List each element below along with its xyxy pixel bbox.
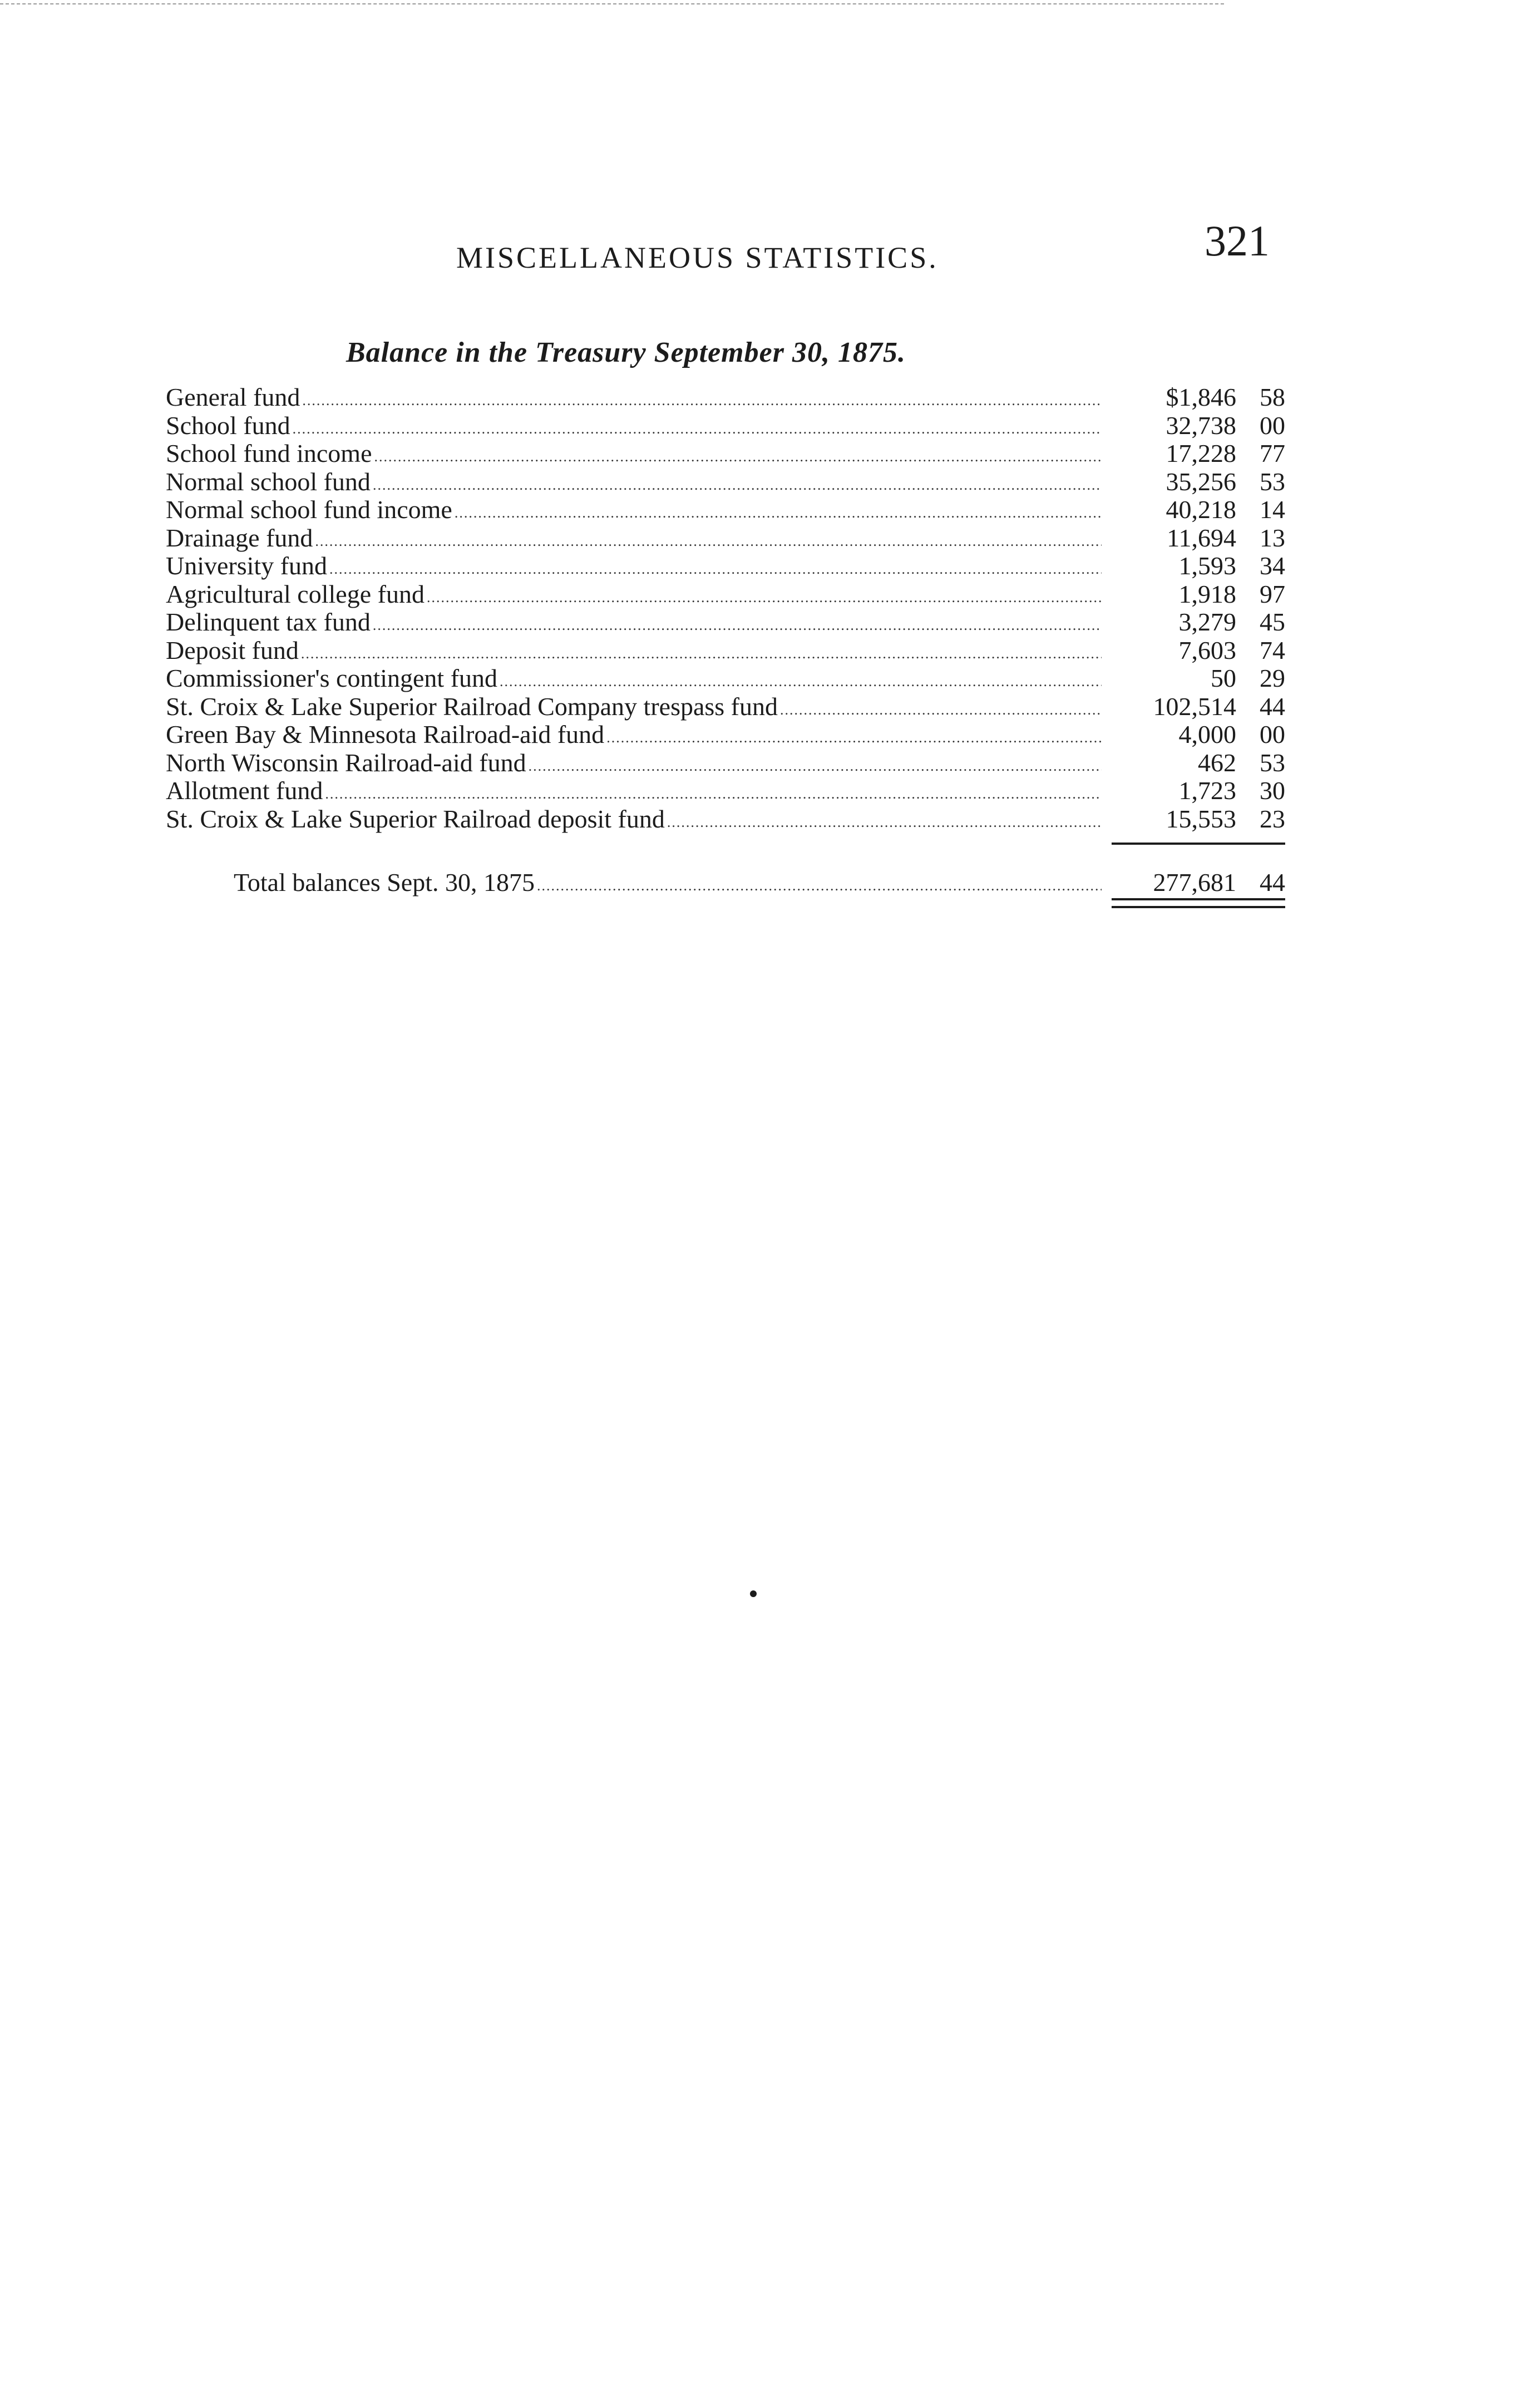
fund-cents: 44 (1260, 692, 1285, 721)
table-row (166, 580, 1285, 609)
fund-dollars: 50 (1211, 664, 1236, 692)
fund-label: School fund (166, 411, 290, 440)
fund-cents: 74 (1260, 636, 1285, 664)
leader-dots (373, 614, 1102, 637)
fund-amount (1102, 580, 1285, 609)
total-double-rule (1112, 898, 1285, 908)
fund-label: North Wisconsin Railroad-aid fund (166, 748, 526, 777)
fund-amount (1102, 720, 1285, 749)
leader-dots (373, 474, 1102, 496)
fund-cents: 13 (1260, 524, 1285, 552)
fund-cents: 23 (1260, 805, 1285, 833)
table-row (166, 495, 1285, 524)
leader-dots (537, 875, 1102, 897)
fund-dollars: 35,256 (1166, 467, 1236, 496)
table-row (166, 805, 1285, 834)
leader-dots (500, 671, 1102, 693)
leader-dots (780, 699, 1102, 721)
table-row (166, 383, 1285, 412)
page-speck (750, 1590, 757, 1597)
leader-dots (325, 783, 1102, 805)
fund-label: Allotment fund (166, 776, 323, 805)
fund-cents: 45 (1260, 608, 1285, 636)
fund-dollars: 4,000 (1178, 720, 1236, 748)
fund-label: St. Croix & Lake Superior Railroad deposit fund (166, 805, 665, 833)
fund-dollars: $1,846 (1166, 383, 1236, 411)
table-row (166, 720, 1285, 749)
fund-label: Agricultural college fund (166, 580, 425, 608)
fund-cents: 58 (1260, 383, 1285, 411)
fund-dollars: 15,553 (1166, 805, 1236, 833)
total-row (234, 868, 1285, 897)
leader-dots (455, 502, 1102, 524)
fund-cents: 29 (1260, 664, 1285, 692)
fund-label: Drainage fund (166, 524, 313, 552)
leader-dots (293, 418, 1102, 440)
fund-dollars: 32,738 (1166, 411, 1236, 440)
fund-dollars: 462 (1198, 748, 1236, 777)
fund-amount (1102, 748, 1285, 777)
fund-label: Delinquent tax fund (166, 608, 371, 636)
fund-amount (1102, 776, 1285, 805)
fund-label: Deposit fund (166, 636, 299, 664)
fund-cents: 77 (1260, 439, 1285, 467)
fund-label: General fund (166, 383, 300, 411)
leader-dots (301, 643, 1102, 665)
leader-dots (374, 446, 1102, 468)
leader-dots (667, 811, 1102, 834)
fund-label: St. Croix & Lake Superior Railroad Company trespass fund (166, 692, 778, 721)
leader-dots (606, 727, 1102, 749)
table-row (166, 692, 1285, 721)
table-row (166, 524, 1285, 553)
fund-amount (1102, 608, 1285, 637)
sum-rule (1112, 843, 1285, 845)
fund-amount (1102, 805, 1285, 834)
fund-dollars: 11,694 (1167, 524, 1236, 552)
running-header: MISCELLANEOUS STATISTICS. (456, 241, 939, 274)
fund-amount (1102, 551, 1285, 580)
fund-amount (1102, 636, 1285, 665)
fund-label: School fund income (166, 439, 372, 467)
leader-dots (529, 755, 1102, 777)
fund-dollars: 40,218 (1166, 495, 1236, 524)
table-row (166, 664, 1285, 693)
table-row (166, 748, 1285, 777)
total-label: Total balances Sept. 30, 1875 (234, 868, 535, 896)
fund-label: Commissioner's contingent fund (166, 664, 498, 692)
table-row (166, 439, 1285, 468)
table-title: Balance in the Treasury September 30, 1875. (346, 337, 906, 368)
fund-dollars: 1,723 (1178, 776, 1236, 805)
page-top-edge (0, 3, 1224, 4)
fund-amount (1102, 495, 1285, 524)
fund-amount (1102, 383, 1285, 412)
fund-cents: 00 (1260, 411, 1285, 440)
table-row (166, 776, 1285, 805)
fund-cents: 53 (1260, 467, 1285, 496)
table-row (166, 467, 1285, 496)
fund-dollars: 3,279 (1178, 608, 1236, 636)
fund-cents: 97 (1260, 580, 1285, 608)
fund-dollars: 1,593 (1178, 551, 1236, 580)
fund-cents: 30 (1260, 776, 1285, 805)
fund-cents: 34 (1260, 551, 1285, 580)
table-row (166, 636, 1285, 665)
fund-amount (1102, 467, 1285, 496)
total-dollars: 277,681 (1153, 868, 1236, 896)
table-row (166, 551, 1285, 580)
page-number: 321 (1205, 216, 1270, 265)
fund-amount (1102, 692, 1285, 721)
fund-label: Normal school fund (166, 467, 371, 496)
fund-label: University fund (166, 551, 328, 580)
fund-dollars: 7,603 (1178, 636, 1236, 664)
fund-amount (1102, 411, 1285, 440)
fund-cents: 00 (1260, 720, 1285, 748)
fund-cents: 14 (1260, 495, 1285, 524)
total-amount (1102, 868, 1285, 897)
fund-amount (1102, 524, 1285, 553)
fund-label: Normal school fund income (166, 495, 452, 524)
leader-dots (302, 390, 1102, 412)
fund-label: Green Bay & Minnesota Railroad-aid fund (166, 720, 605, 748)
table-row (166, 608, 1285, 637)
fund-dollars: 17,228 (1166, 439, 1236, 467)
total-cents: 44 (1260, 868, 1285, 896)
leader-dots (427, 587, 1102, 609)
fund-dollars: 1,918 (1178, 580, 1236, 608)
fund-dollars: 102,514 (1153, 692, 1236, 721)
leader-dots (315, 530, 1102, 553)
fund-cents: 53 (1260, 748, 1285, 777)
fund-amount (1102, 664, 1285, 693)
table-row (166, 411, 1285, 440)
fund-amount (1102, 439, 1285, 468)
leader-dots (329, 558, 1102, 580)
